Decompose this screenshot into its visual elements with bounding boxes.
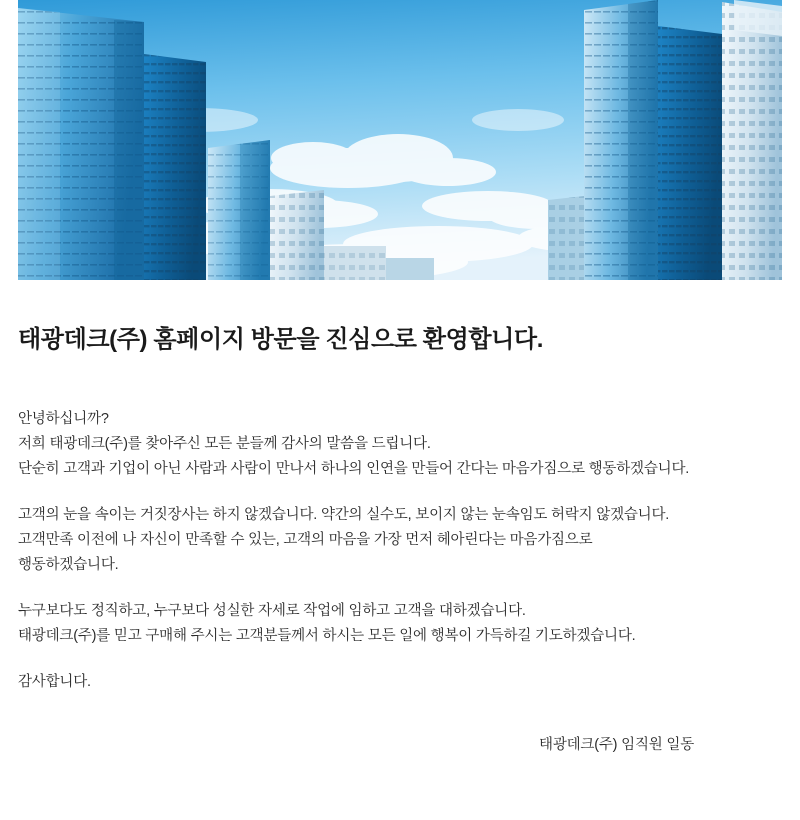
paragraph-1 xyxy=(18,407,782,482)
page-title: 태광데크(주) 홈페이지 방문을 진심으로 환영합니다. xyxy=(18,326,543,353)
paragraph-2 xyxy=(18,503,782,578)
paragraph-line: 태광데크(주)를 믿고 구매해 주시는 고객분들께서 하시는 모든 일에 행복이 가득하길 기도하겠습니다. xyxy=(18,627,636,644)
paragraph-line: 저희 태광데크(주)를 찾아주신 모든 분들께 감사의 말씀을 드립니다. xyxy=(18,436,431,453)
building-pale-block xyxy=(270,190,324,280)
paragraph-line: 고객만족 이전에 나 자신이 만족할 수 있는, 고객의 마음을 가장 먼저 헤아린다는 마음가짐으로 xyxy=(18,531,593,548)
signature-line: 태광데크(주) 임직원 일동 xyxy=(539,736,694,753)
paragraph-4 xyxy=(18,670,782,695)
greeting-content xyxy=(18,280,782,754)
paragraph-line: 누구보다도 정직하고, 누구보다 성실한 자세로 작업에 임하고 고객을 대하겠습니다. xyxy=(18,602,526,619)
building-right-short xyxy=(548,196,584,280)
paragraph-line: 행동하겠습니다. xyxy=(18,556,119,573)
city-skyline-illustration xyxy=(18,0,782,280)
building-cyan-tower xyxy=(208,140,270,280)
paragraph-line: 안녕하십니까? xyxy=(18,411,109,428)
hero-banner-image xyxy=(18,0,782,280)
paragraph-line: 감사합니다. xyxy=(18,673,91,690)
greeting-body xyxy=(18,407,782,694)
building-far-right xyxy=(722,0,782,280)
paragraph-line: 단순히 고객과 기업이 아닌 사람과 사람이 만나서 하나의 인연을 만들어 간다는 마음가짐으로 행동하겠습니다. xyxy=(18,461,690,478)
building-left-tower xyxy=(18,8,144,280)
paragraph-3 xyxy=(18,599,782,649)
building-right-dark xyxy=(658,26,722,280)
building-right-main xyxy=(584,0,658,280)
building-left-slim xyxy=(144,54,206,280)
paragraph-line: 고객의 눈을 속이는 거짓장사는 하지 않겠습니다. 약간의 실수도, 보이지 않는 눈속임도 허락지 않겠습니다. xyxy=(18,507,670,523)
